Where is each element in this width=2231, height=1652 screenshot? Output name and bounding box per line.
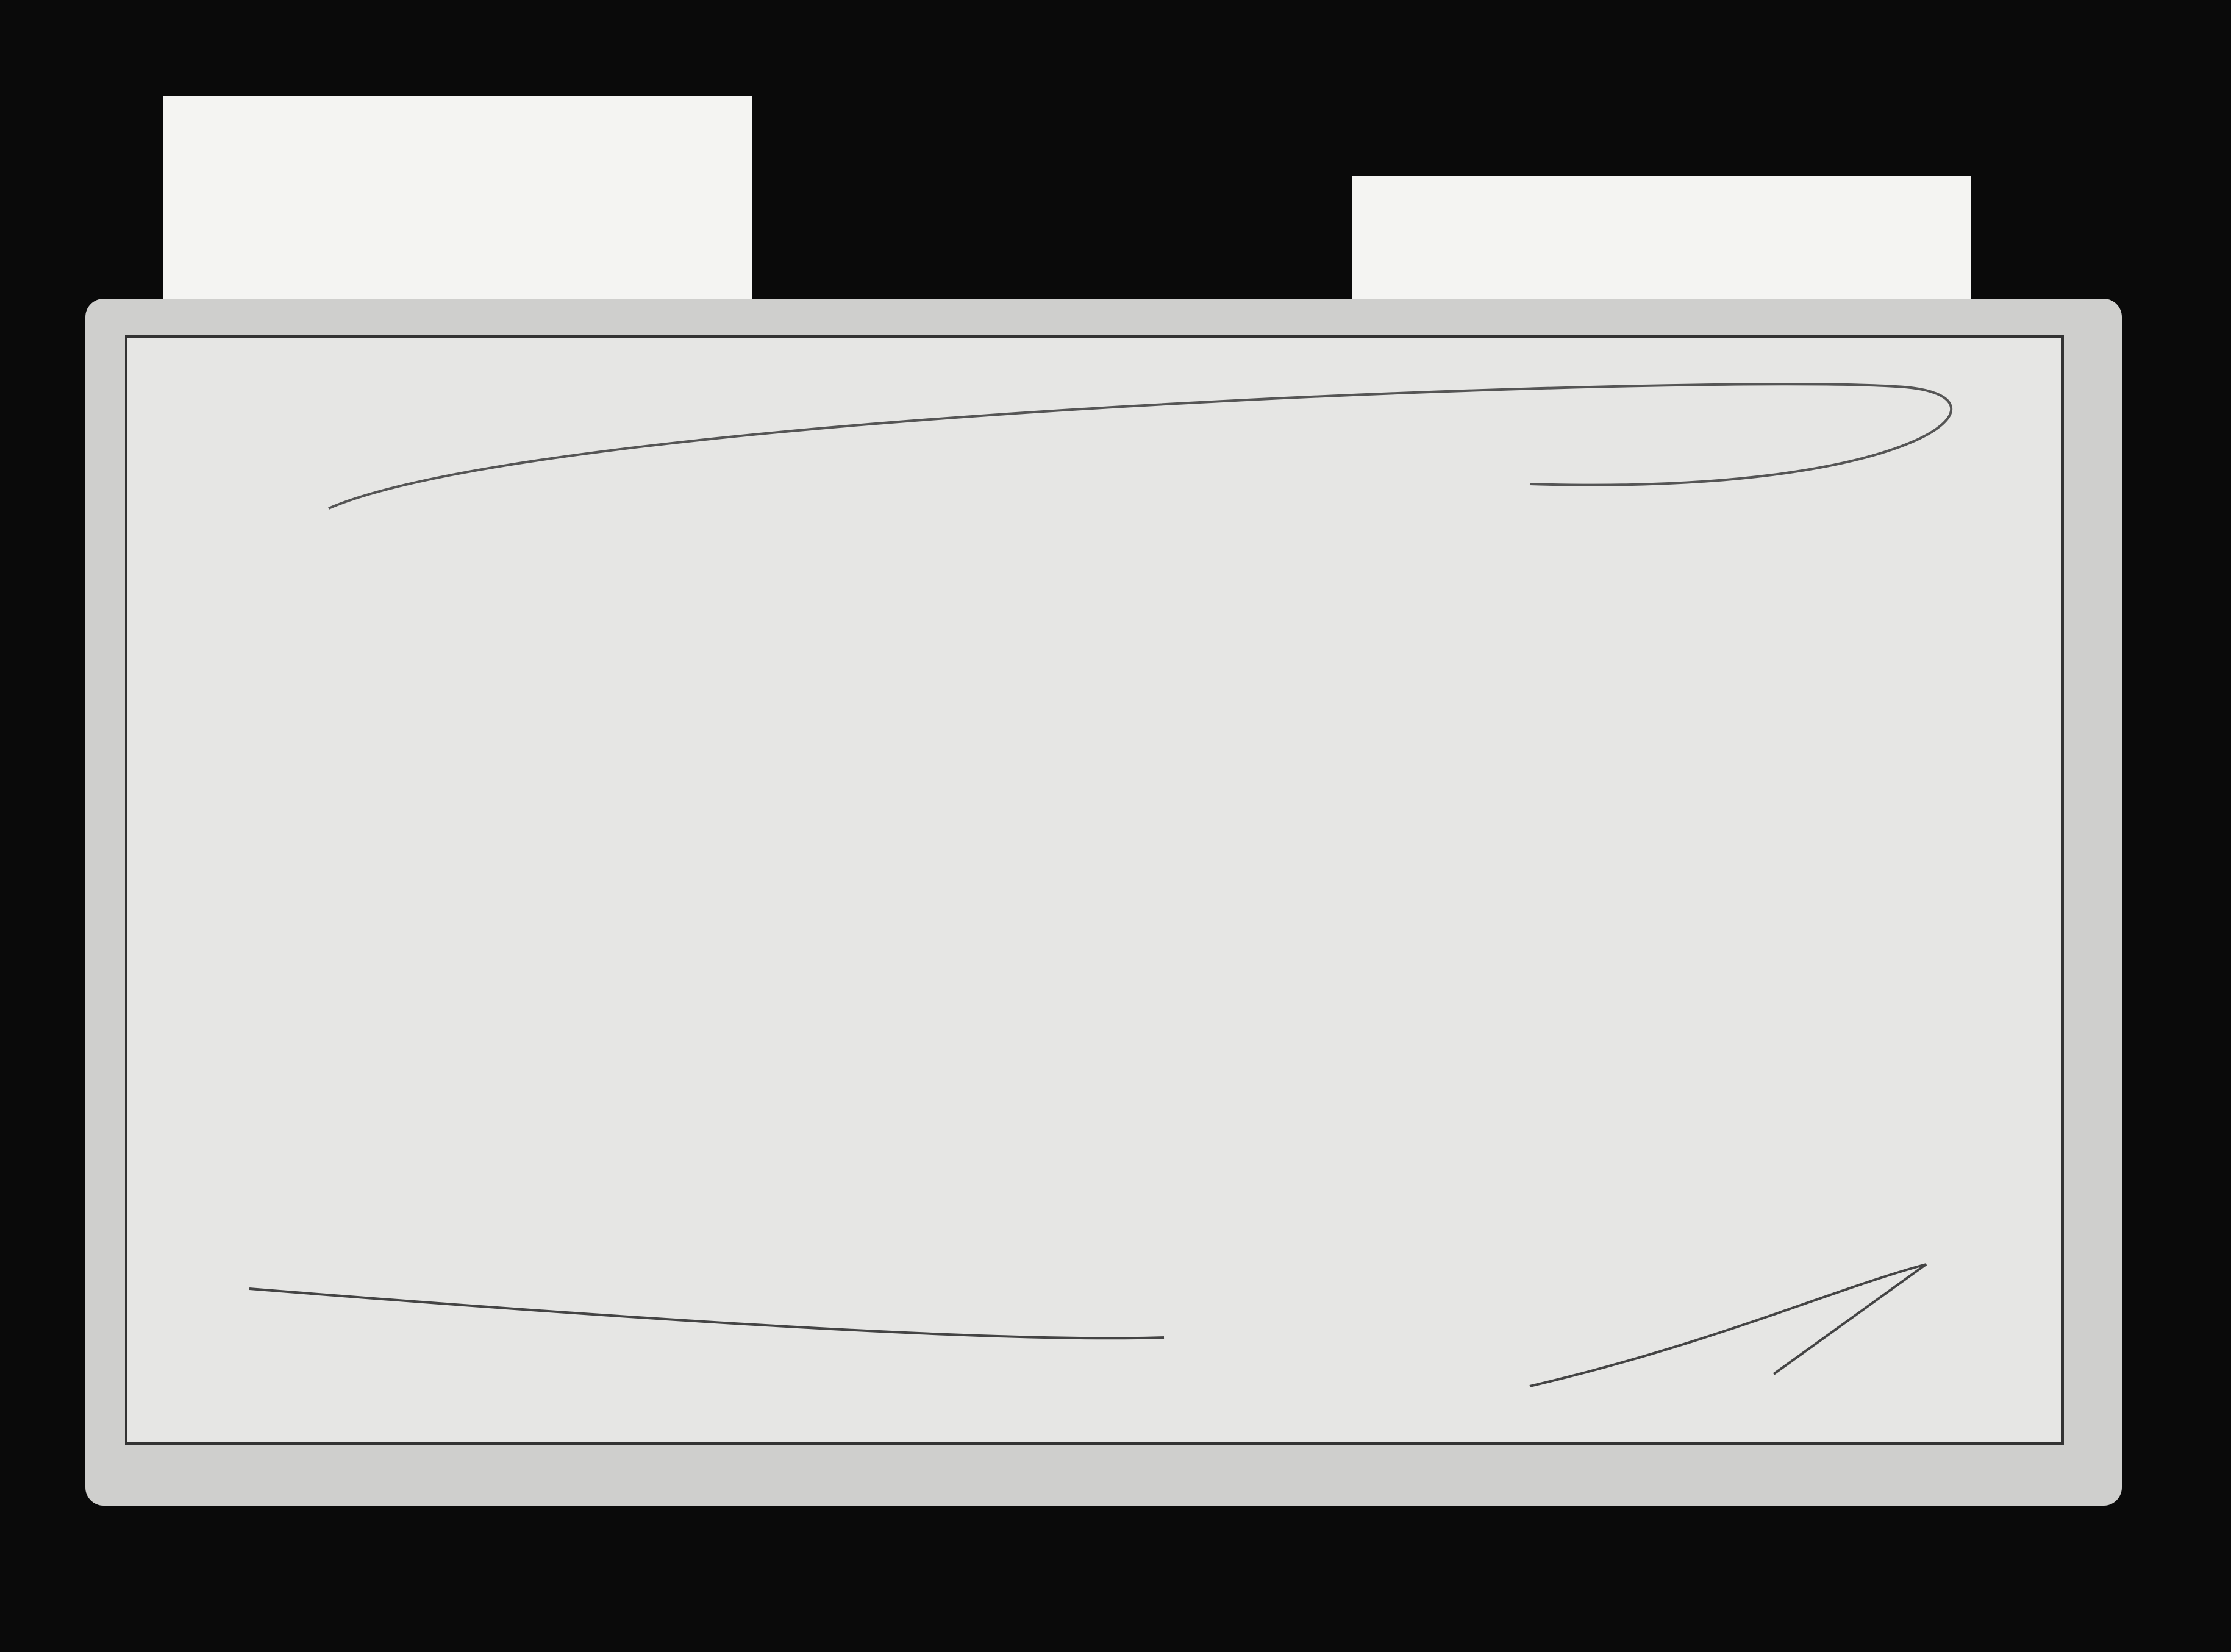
pen-strokes <box>127 338 2064 1445</box>
census-form-sheet <box>125 335 2064 1445</box>
soiled-document-card <box>163 96 752 322</box>
